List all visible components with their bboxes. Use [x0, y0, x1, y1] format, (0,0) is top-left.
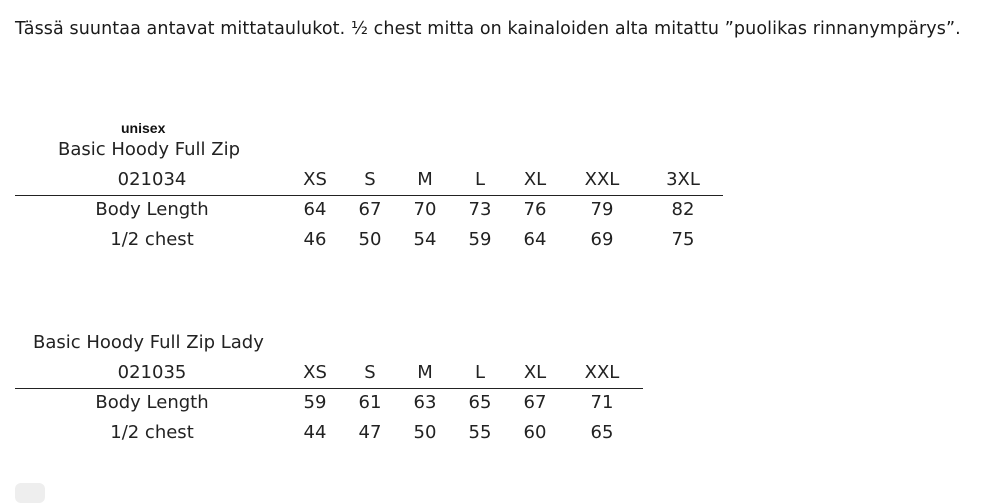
- corner-decoration: [15, 483, 45, 503]
- size-header: XL: [523, 362, 547, 383]
- size-table-lady: [15, 358, 643, 450]
- table-cell: 55: [468, 422, 492, 443]
- table-row: [15, 388, 643, 418]
- table-cell: 50: [413, 422, 437, 443]
- size-header: XL: [523, 169, 547, 190]
- table-cell: 54: [413, 229, 437, 250]
- table-cell: 69: [590, 229, 614, 250]
- product-code: 021034: [117, 169, 187, 190]
- row-label: 1/2 chest: [110, 229, 194, 250]
- table-cell: 59: [303, 392, 327, 413]
- size-header: L: [474, 169, 486, 190]
- row-label: Body Length: [95, 199, 209, 220]
- table-2-title: Basic Hoody Full Zip Lady: [33, 332, 264, 353]
- table-cell: 63: [413, 392, 437, 413]
- table-cell: 76: [523, 199, 547, 220]
- size-header: XS: [303, 169, 327, 190]
- size-header: M: [417, 362, 433, 383]
- row-label: Body Length: [95, 392, 209, 413]
- table-cell: 50: [358, 229, 382, 250]
- table-cell: 64: [303, 199, 327, 220]
- table-cell: 64: [523, 229, 547, 250]
- table-cell: 67: [523, 392, 547, 413]
- table-cell: 75: [671, 229, 695, 250]
- table-cell: 59: [468, 229, 492, 250]
- table-cell: 71: [590, 392, 614, 413]
- table-cell: 61: [358, 392, 382, 413]
- size-header: XS: [303, 362, 327, 383]
- size-header: XXL: [584, 362, 620, 383]
- table-cell: 46: [303, 229, 327, 250]
- table-cell: 60: [523, 422, 547, 443]
- product-code: 021035: [117, 362, 187, 383]
- table-cell: 82: [671, 199, 695, 220]
- table-cell: 79: [590, 199, 614, 220]
- table-1-tag: unisex: [121, 120, 166, 136]
- table-header-row: [15, 358, 643, 389]
- table-header-row: [15, 165, 723, 196]
- table-row: [15, 225, 723, 255]
- table-cell: 44: [303, 422, 327, 443]
- table-row: [15, 195, 723, 225]
- size-header: 3XL: [666, 169, 700, 190]
- size-header: XXL: [584, 169, 620, 190]
- table-1-title: Basic Hoody Full Zip: [58, 139, 240, 160]
- intro-text: Tässä suuntaa antavat mittataulukot. ½ chest mitta on kainaloiden alta mitattu ”puolikas rinnanympärys”.: [15, 19, 961, 39]
- size-header: S: [364, 169, 376, 190]
- table-cell: 73: [468, 199, 492, 220]
- size-table-unisex: [15, 165, 723, 257]
- row-label: 1/2 chest: [110, 422, 194, 443]
- table-row: [15, 418, 643, 448]
- table-cell: 67: [358, 199, 382, 220]
- table-cell: 65: [590, 422, 614, 443]
- size-header: S: [364, 362, 376, 383]
- size-header: M: [417, 169, 433, 190]
- table-cell: 70: [413, 199, 437, 220]
- table-cell: 65: [468, 392, 492, 413]
- table-cell: 47: [358, 422, 382, 443]
- size-header: L: [474, 362, 486, 383]
